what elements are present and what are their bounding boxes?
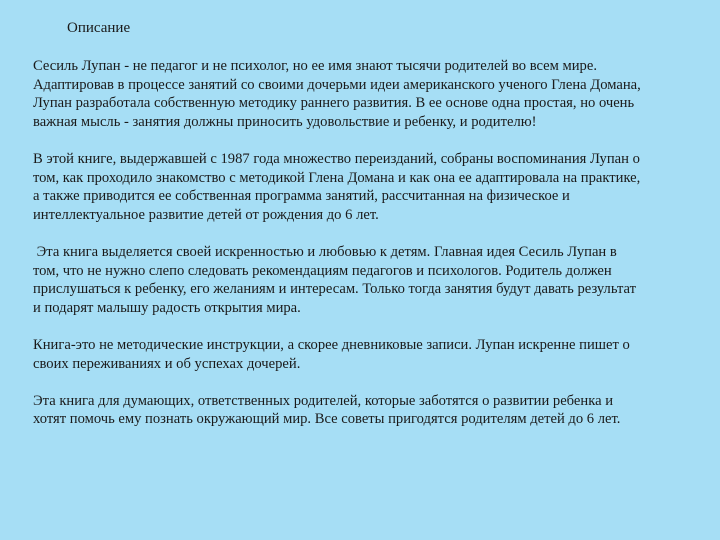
slide-title: Описание	[67, 20, 131, 36]
paragraph-main-idea: Эта книга выделяется своей искренностью и любовью к детям. Главная идея Сесиль Лупан в том, что не нужно слепо следовать рекомендациям педагогов и психологов. Родитель должен прислушаться к ребенку, его желаниям и интересам. Только тогда занятия будут давать результат и подарят малышу радость открытия мира.	[33, 243, 640, 316]
slide-body	[33, 57, 643, 429]
paragraph-audience: Эта книга для думающих, ответственных родителей, которые заботятся о развитии ребенка и хотят помочь ему познать окружающий мир. Все советы пригодятся родителям детей до 6 лет.	[33, 392, 621, 428]
paragraph-intro: Сесиль Лупан - не педагог и не психолог, но ее имя знают тысячи родителей во всем мире. Адаптировав в процессе занятий со своими дочерьми идеи американского ученого Глена Домана, Лупан разработала собственную методику раннего развития. В ее основе одна простая, но очень важная мысль - занятия должны приносить удовольствие и ребенку, и родителю!	[33, 58, 641, 130]
paragraph-diary: Книга-это не методические инструкции, а скорее дневниковые записи. Лупан искренне пишет о своих переживаниях и об успехах дочерей.	[33, 336, 634, 372]
paragraph-book-contents: В этой книге, выдержавшей с 1987 года множество переизданий, собраны воспоминания Лупан о том, как проходило знакомство с методикой Глена Домана и как она ее адаптировала на практике, а также приводится ее собственная программа занятий, рассчитанная на физическое и интеллектуальное развитие детей от рождения до 6 лет.	[33, 150, 644, 223]
